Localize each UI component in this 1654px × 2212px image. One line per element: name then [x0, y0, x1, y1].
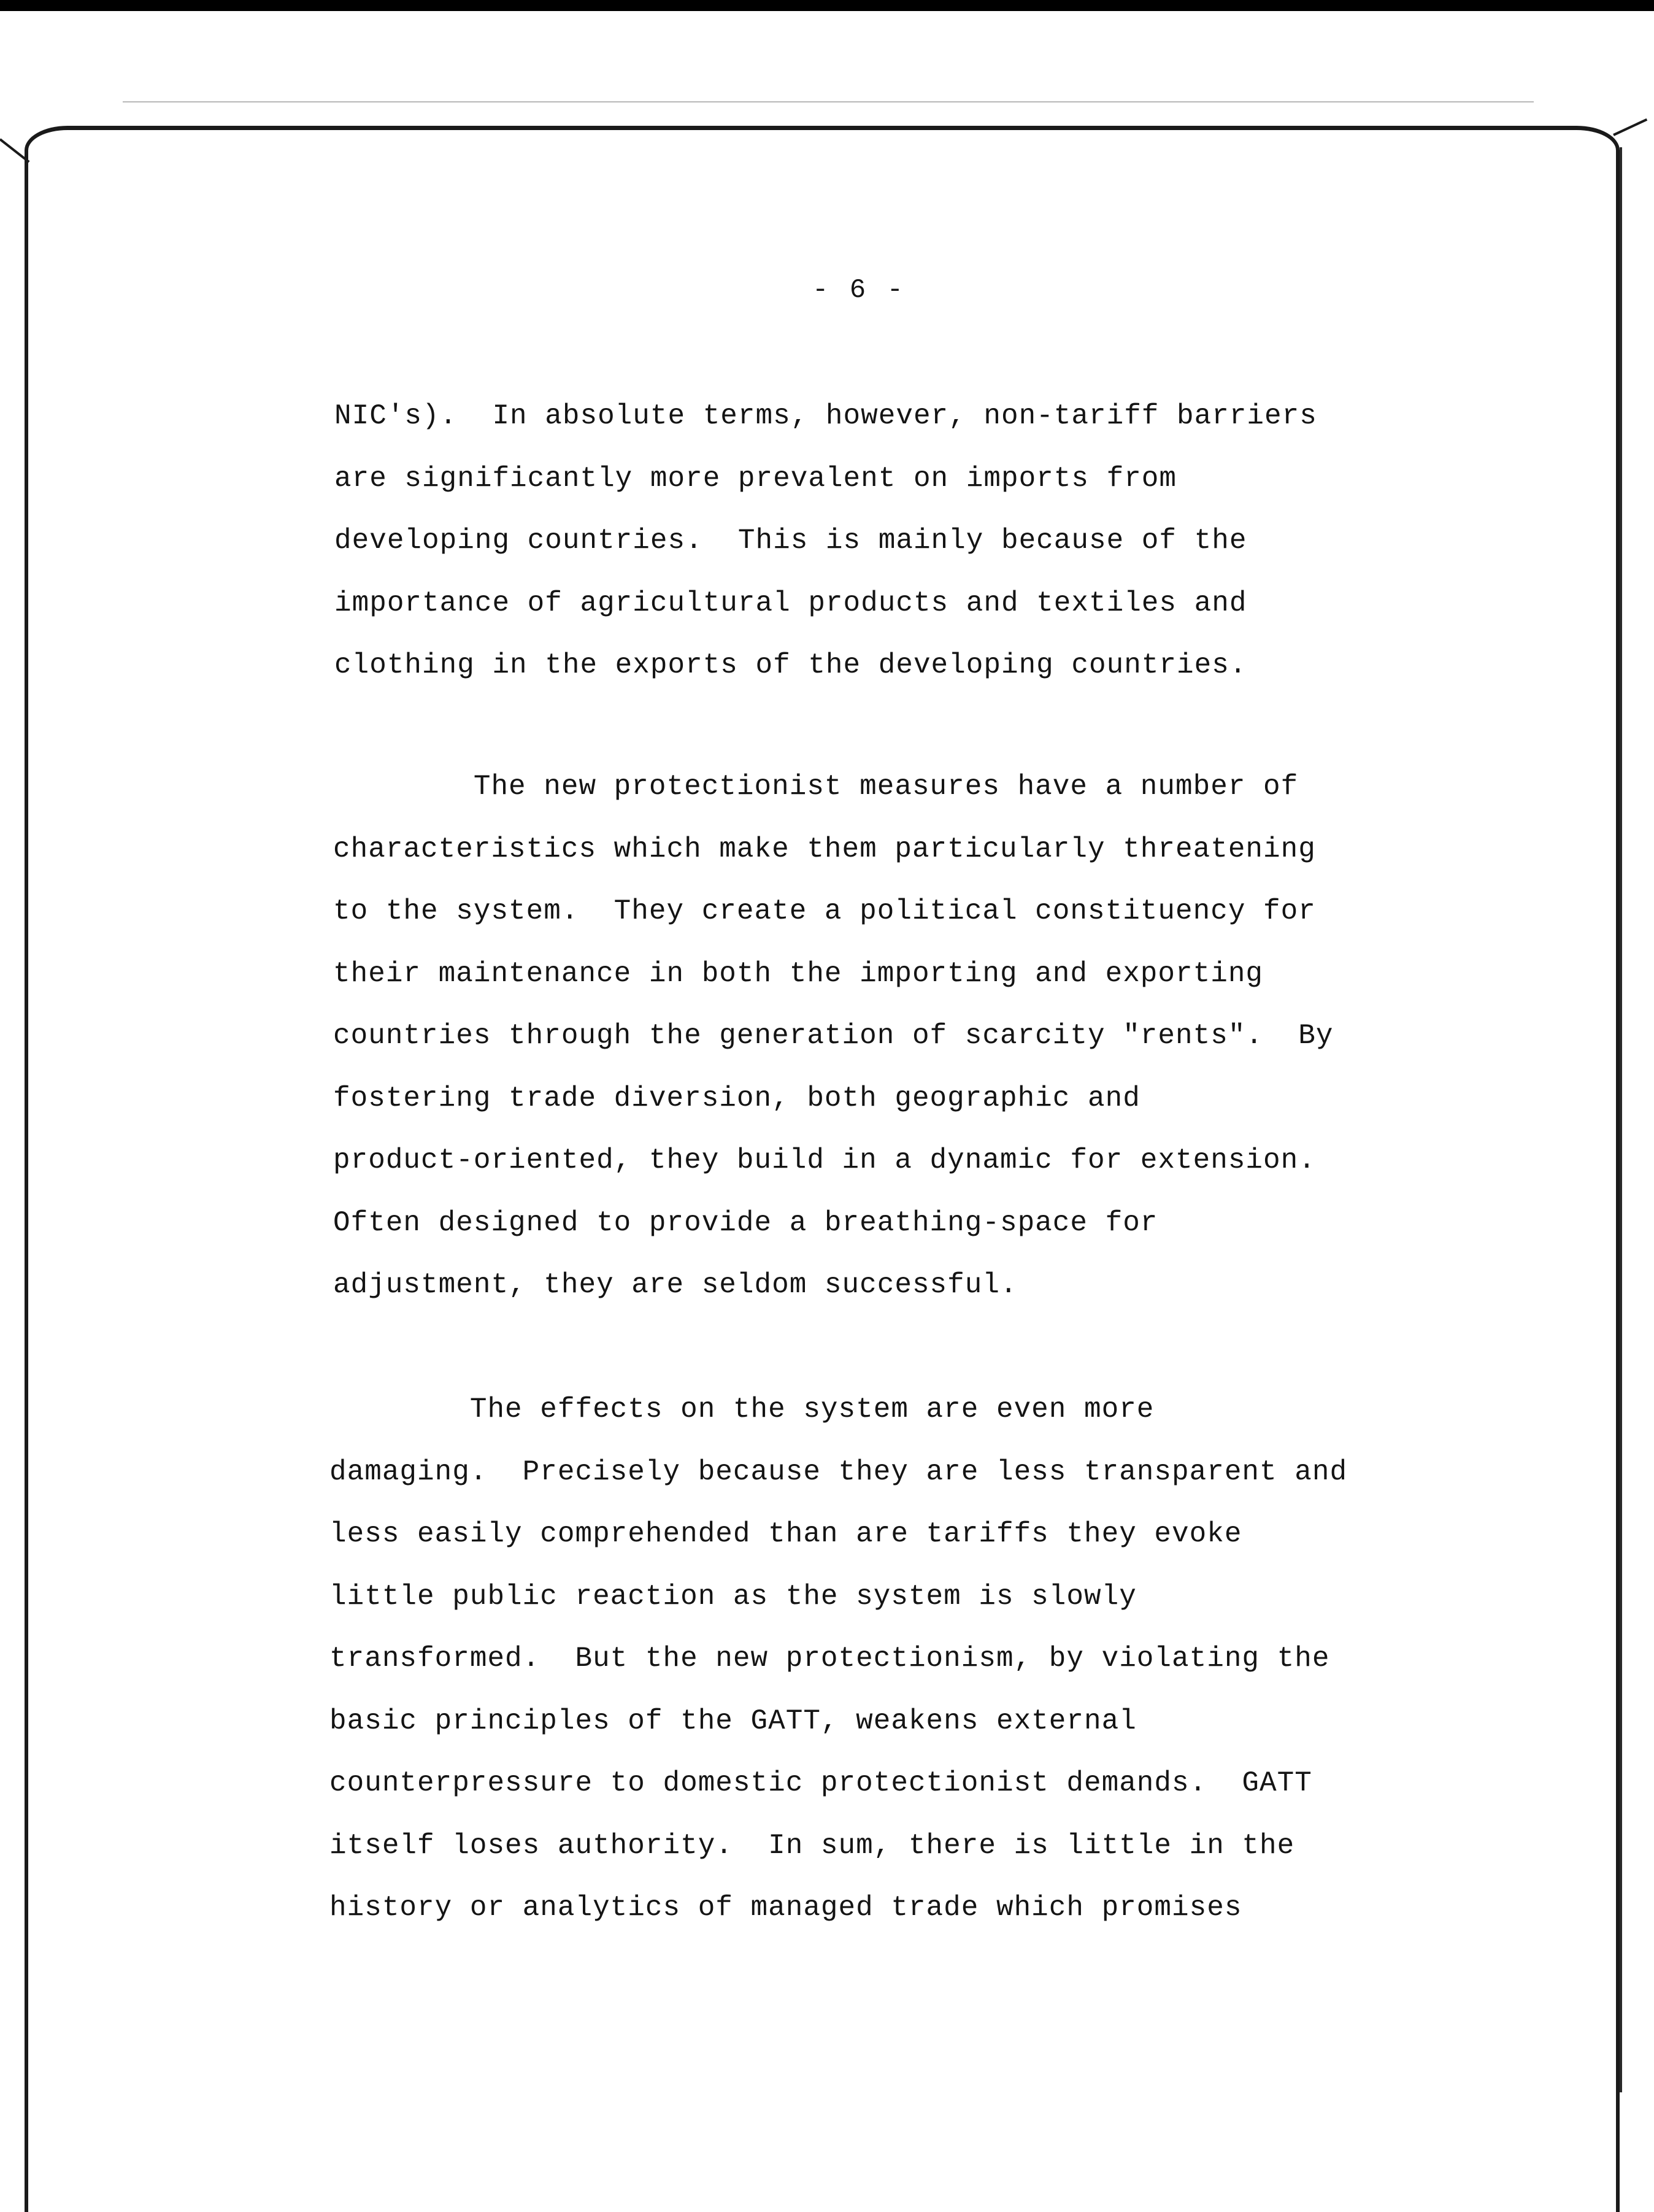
paragraph-2	[333, 756, 1333, 1317]
text-line: counterpressure to domestic protectionist demands. GATT	[329, 1767, 1312, 1799]
scan-top-band	[0, 0, 1654, 11]
text-line: little public reaction as the system is slowly	[329, 1580, 1137, 1613]
text-line: countries through the generation of scarcity "rents". By	[333, 1020, 1334, 1052]
text-line: developing countries. This is mainly because of the	[334, 525, 1247, 557]
text-line: characteristics which make them particularly threatening	[333, 833, 1316, 865]
scan-artifact-line	[123, 101, 1534, 102]
text-line: basic principles of the GATT, weakens external	[329, 1705, 1137, 1737]
text-line: to the system. They create a political constituency for	[333, 895, 1316, 927]
text-line: less easily comprehended than are tariffs they evoke	[329, 1518, 1242, 1550]
corner-mark-right	[1613, 118, 1647, 136]
text-line: are significantly more prevalent on imports from	[334, 462, 1177, 495]
text-line: itself loses authority. In sum, there is little in the	[329, 1829, 1295, 1862]
text-line: importance of agricultural products and textiles and	[334, 587, 1247, 619]
text-line: their maintenance in both the importing and exporting	[333, 957, 1264, 990]
text-line: product-oriented, they build in a dynamic for extension.	[333, 1144, 1316, 1176]
paragraph-3	[329, 1379, 1347, 1940]
text-line: NIC's). In absolute terms, however, non-tariff barriers	[334, 400, 1317, 432]
text-line: adjustment, they are seldom successful.	[333, 1269, 1018, 1301]
text-line: The effects on the system are even more	[329, 1393, 1155, 1425]
text-line: The new protectionist measures have a number of	[333, 771, 1299, 803]
text-line: damaging. Precisely because they are less transparent and	[329, 1455, 1348, 1488]
text-line: transformed. But the new protectionism, by violating the	[329, 1643, 1330, 1674]
text-line: Often designed to provide a breathing-space for	[333, 1206, 1158, 1239]
text-line: clothing in the exports of the developing countries.	[334, 649, 1247, 681]
page-number: - 6 -	[812, 275, 906, 306]
text-line: history or analytics of managed trade which promises	[329, 1892, 1242, 1924]
paragraph-1	[334, 385, 1317, 697]
page-edge-line	[1620, 147, 1622, 2092]
text-line: fostering trade diversion, both geographic and	[333, 1082, 1140, 1114]
